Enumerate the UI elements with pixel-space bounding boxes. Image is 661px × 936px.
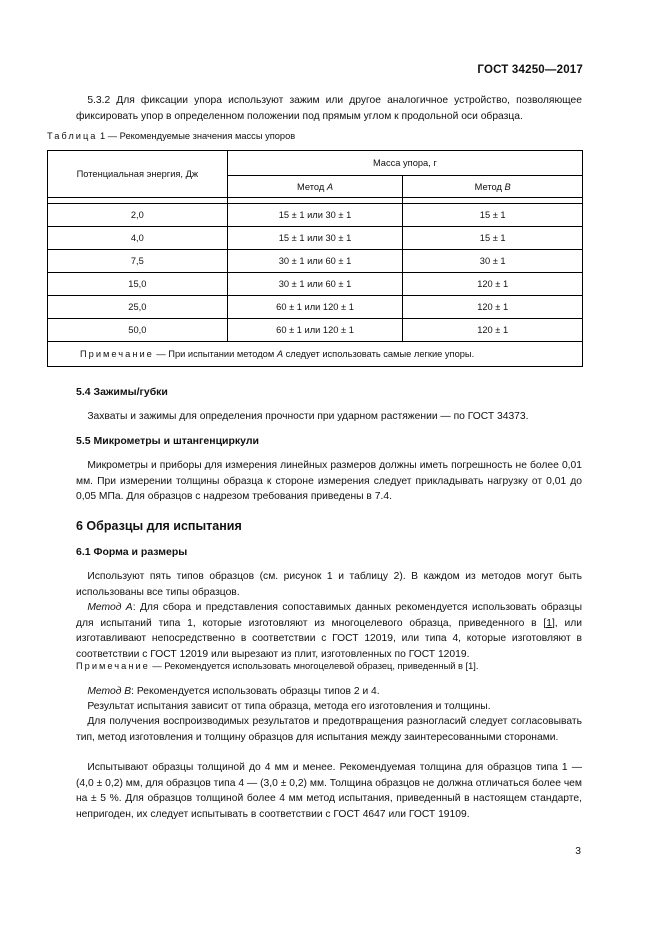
table-row: [48, 227, 583, 250]
section-6-1-method-b: Метод В: Рекомендуется использовать образцы типов 2 и 4.: [87, 686, 380, 697]
cell-method-a: 60 ± 1 или 120 ± 1: [227, 319, 403, 342]
section-6-1-note: Примечание — Рекомендуется использовать многоцелевой образец, приведенный в [1].: [76, 661, 479, 671]
header-method-b: Метод B: [403, 176, 583, 198]
cell-energy: 2,0: [48, 204, 228, 227]
mass-table: [47, 150, 583, 367]
section-6-1-p1: Используют пять типов образцов (см. рисунок 1 и таблицу 2). В каждом из методов могут быть использованы все типы образцов.: [76, 571, 582, 598]
cell-energy: 7,5: [48, 250, 228, 273]
cell-energy: 25,0: [48, 296, 228, 319]
cell-method-a: 15 ± 1 или 30 ± 1: [227, 204, 403, 227]
cell-method-b: 120 ± 1: [403, 296, 583, 319]
header-mass: Масса упора, г: [227, 151, 582, 176]
table-row: [48, 273, 583, 296]
cell-method-a: 15 ± 1 или 30 ± 1: [227, 227, 403, 250]
section-6-1-p4: Результат испытания зависит от типа образца, метода его изготовления и толщины.: [87, 701, 491, 712]
cell-method-b: 15 ± 1: [403, 227, 583, 250]
section-5-5-text: Микрометры и приборы для измерения линейных размеров должны иметь погрешность не более 0,01 мм. При измерении толщины образца к стороне измерения следует прикладывать нагрузку от 0,01 до 0,05 МПа. Для образцов с надрезом требования приведены в 7.4.: [76, 460, 582, 503]
table-row: [48, 250, 583, 273]
cell-method-b: 120 ± 1: [403, 319, 583, 342]
header-energy: Потенциальная энергия, Дж: [48, 151, 228, 198]
table-note: Примечание — При испытании методом А следует использовать самые легкие упоры.: [48, 342, 583, 367]
cell-method-b: 15 ± 1: [403, 204, 583, 227]
section-6-1-p6: Испытывают образцы толщиной до 4 мм и менее. Рекомендуемая толщина для образцов типа 1 — (4,0 ± 0,2) мм, для образцов типа 4 — (3,0 ± 0,2) мм. Толщина образцов не должна отличаться более чем на ± 5 %. Для образцов толщиной более 4 мм метод испытания, приведенный в настоящем стандарте, непригоден, их следует испытывать в соответствии с ГОСТ 4647 или ГОСТ 19109.: [76, 762, 582, 820]
table-row: [48, 319, 583, 342]
cell-method-b: 120 ± 1: [403, 273, 583, 296]
section-6-title: 6 Образцы для испытания: [76, 519, 242, 533]
cell-method-a: 30 ± 1 или 60 ± 1: [227, 273, 403, 296]
table-caption-text: 1 — Рекомендуемые значения массы упоров: [97, 131, 296, 141]
section-5-5-title: 5.5 Микрометры и штангенциркули: [76, 435, 259, 447]
section-6-1-method-a: Метод А: Для сбора и представления сопоставимых данных рекомендуется использовать образцы для испытаний типа 1, которые изготовляют из многоцелевого образца, приведенного в [1], или изготавливают непосредственно в соответствии с ГОСТ 12019, или типа 4, которые изготовляют в соответствии с ГОСТ 12019 или вырезают из плит, изготовленных по ГОСТ 12019.: [76, 602, 582, 660]
doc-code-header: ГОСТ 34250—2017: [477, 64, 583, 76]
header-method-a: Метод A: [227, 176, 403, 198]
section-6-1-title: 6.1 Форма и размеры: [76, 546, 188, 558]
section-6-1-p5: Для получения воспроизводимых результатов и предотвращения разногласий следует согласовывать тип, метод изготовления и толщину образцов для испытания между заинтересованными сторонами.: [76, 716, 582, 743]
table-row: [48, 296, 583, 319]
table-caption: [47, 131, 295, 141]
page-number: 3: [575, 846, 581, 857]
section-5-4-title: 5.4 Зажимы/губки: [76, 386, 168, 398]
cell-method-a: 60 ± 1 или 120 ± 1: [227, 296, 403, 319]
table-caption-label: Таблица: [47, 131, 98, 141]
cell-method-a: 30 ± 1 или 60 ± 1: [227, 250, 403, 273]
table-row: [48, 204, 583, 227]
section-5-4-text: Захваты и зажимы для определения прочности при ударном растяжении — по ГОСТ 34373.: [87, 411, 529, 422]
cell-method-b: 30 ± 1: [403, 250, 583, 273]
cell-energy: 15,0: [48, 273, 228, 296]
cell-energy: 4,0: [48, 227, 228, 250]
cell-energy: 50,0: [48, 319, 228, 342]
paragraph-5-3-2: 5.3.2 Для фиксации упора используют зажим или другое аналогичное устройство, позволяющее фиксировать упор в определенном положении под прямым углом к продольной оси образца.: [76, 95, 582, 122]
